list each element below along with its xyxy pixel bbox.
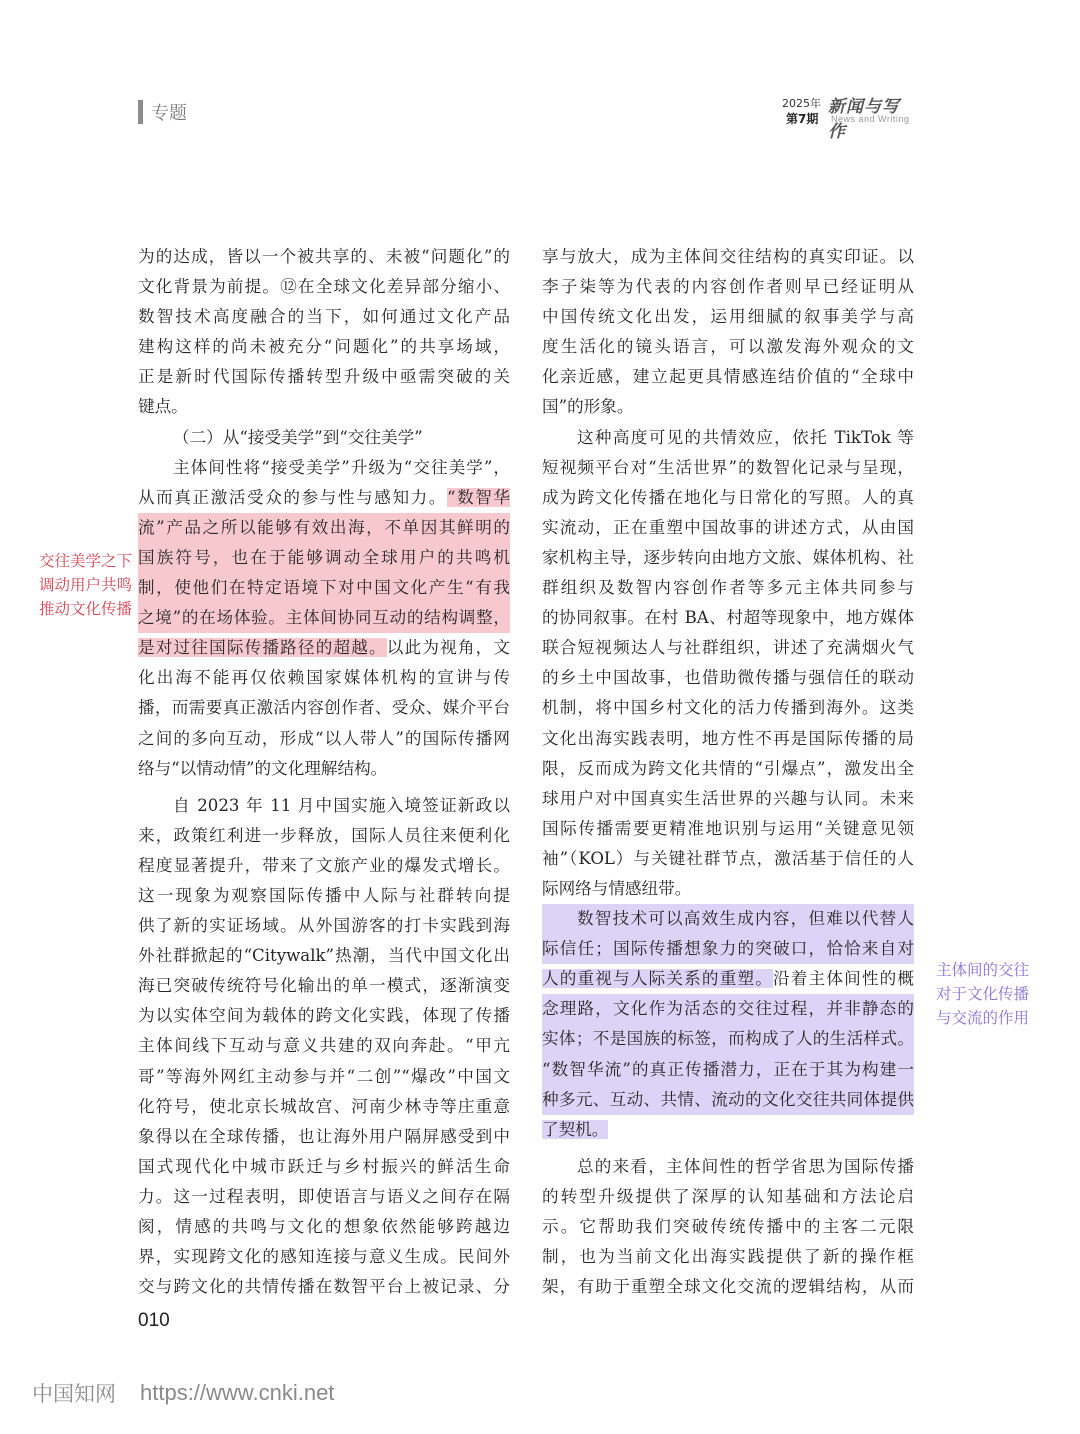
- highlight-purple: 人的重视与人际关系的重塑。: [542, 969, 774, 989]
- text-line: 这种高度可见的共情效应，依托 TikTok 等: [577, 427, 914, 447]
- text-line: 享与放大，成为主体间交往结构的真实印证。以: [542, 247, 914, 266]
- highlight-pink-line: 制，使他们在特定语境下对中国文化产生“有我: [138, 573, 510, 603]
- highlight-pink-line: 国族符号，也在于能够调动全球用户的共鸣机: [138, 543, 510, 573]
- text-line: 短视频平台对“生活世界”的数智化记录与呈现，: [542, 457, 914, 477]
- highlight-purple-line: 种多元、互动、共情、流动的文化交往共同体提供: [542, 1085, 914, 1115]
- text-line: [138, 483, 510, 513]
- text-line: 示。它帮助我们突破传统传播中的主客二元限: [542, 1217, 914, 1236]
- text-segment: 从而真正激活受众的参与性与感知力。: [138, 487, 447, 507]
- journal-title: 新闻与写作: [828, 97, 900, 142]
- text-line: 球用户对中国真实生活世界的兴趣与认同。未来: [542, 788, 914, 808]
- annotation-note-right: [936, 958, 1076, 1030]
- cnki-url: https://www.cnki.net: [140, 1380, 335, 1405]
- text-line: 实流动，正在重塑中国故事的讲述方式，从由国: [542, 517, 914, 537]
- text-line: 度生活化的镜头语言，可以激发海外观众的文: [542, 337, 914, 357]
- text-line: 阂，情感的共鸣与文化的想象依然能够跨越边: [138, 1217, 510, 1236]
- text-line: 象得以在全球传播，也让海外用户隔屏感受到中: [138, 1126, 510, 1146]
- issue-number: 第7期: [786, 112, 819, 126]
- issue-year: 2025年: [782, 97, 821, 110]
- text-line: 供了新的实证场域。从外国游客的打卡实践到海: [138, 916, 510, 936]
- text-line: 机制，将中国乡村文化的活力传播到海外。这类: [542, 698, 914, 718]
- text-line: 键点。: [138, 397, 188, 417]
- text-line: 架，有助于重塑全球文化交流的逻辑结构，从而: [542, 1277, 914, 1297]
- text-line: 李子柒等为代表的内容创作者则早已经证明从: [542, 277, 914, 297]
- text-line: 界，实现跨文化的感知连接与意义生成。民间外: [138, 1247, 510, 1267]
- note-line: 交往美学之下: [38, 552, 132, 570]
- highlight-pink: 是对过往国际传播路径的超越。: [138, 638, 387, 658]
- text-line: 播，而需要真正激活内容创作者、受众、媒介平台: [138, 698, 510, 718]
- text-line: 主体间线下互动与意义共建的双向奔赴。“甲亢: [138, 1036, 510, 1056]
- section-heading: （二）从“接受美学”到“交往美学”: [173, 427, 423, 447]
- text-line: 袖”（KOL）与关键社群节点，激活基于信任的人: [542, 848, 914, 868]
- text-line: 际网络与情感纽带。: [542, 878, 692, 898]
- text-line: 这一现象为观察国际传播中人际与社群转向提: [138, 885, 510, 905]
- note-line: 与交流的作用: [936, 1009, 1030, 1027]
- text-segment: 以此为视角，文: [386, 638, 510, 658]
- note-line: 对于文化传播: [936, 985, 1030, 1003]
- highlight-pink-line: 流”产品之所以能够有效出海，不单因其鲜明的: [138, 513, 510, 543]
- text-line: 程度显著提升，带来了文旅产业的爆发式增长。: [138, 855, 510, 875]
- text-segment: 沿着主体间性的概: [773, 969, 914, 989]
- text-line: 中国传统文化出发，运用细腻的叙事美学与高: [542, 307, 914, 327]
- text-line: 来，政策红利进一步释放，国际人员往来便利化: [138, 825, 510, 845]
- page-header-left: [138, 99, 187, 125]
- note-line: 调动用户共鸣: [38, 576, 132, 594]
- page-number: 010: [138, 1310, 170, 1331]
- text-line: [542, 1115, 914, 1145]
- text-line: 化符号，使北京长城故宫、河南少林寺等庄重意: [138, 1096, 510, 1116]
- text-line: 联合短视频达人与社群组织，讲述了充满烟火气: [542, 638, 914, 658]
- text-line: 为以实体空间为载体的跨文化实践，体现了传播: [138, 1006, 510, 1026]
- text-line: 交与跨文化的共情传播在数智平台上被记录、分: [138, 1277, 510, 1297]
- note-line: 主体间的交往: [936, 961, 1030, 979]
- text-line: [542, 964, 914, 994]
- highlight-purple-line: “数智华流”的真正传播潜力，正在于其为构建一: [542, 1055, 914, 1085]
- journal-subtitle: News and Writing: [831, 114, 910, 124]
- text-line: 外社群掀起的“Citywalk”热潮，当代中国文化出: [138, 946, 510, 966]
- text-line: 自 2023 年 11 月中国实施入境签证新政以: [173, 795, 510, 815]
- highlight-pink-line: 之境”的在场体验。主体间协同互动的结构调整，: [138, 603, 510, 633]
- text-line: 国”的形象。: [542, 397, 634, 417]
- text-line: 成为跨文化传播在地化与日常化的写照。人的真: [542, 487, 914, 507]
- text-line: 建构这样的尚未被充分“问题化”的共享场域，: [138, 337, 510, 357]
- text-line: 总的来看，主体间性的哲学省思为国际传播: [577, 1156, 914, 1176]
- left-column: [138, 242, 510, 1302]
- text-line: 群组织及数智内容创作者等多元主体共同参与: [542, 578, 914, 598]
- highlight-purple-line: 际信任；国际传播想象力的突破口，恰恰来自对: [542, 934, 914, 964]
- right-column: [542, 242, 914, 1302]
- section-title: 专题: [151, 103, 187, 124]
- text-line: 国式现代化中城市跃迁与乡村振兴的鲜活生命: [138, 1156, 510, 1176]
- text-line: 力。这一过程表明，即使语言与语义之间存在隔: [138, 1186, 510, 1206]
- text-line: 文化出海实践表明，地方性不再是国际传播的局: [542, 728, 914, 748]
- highlight-purple-line: 数智技术可以高效生成内容，但难以代替人: [542, 904, 914, 934]
- journal-masthead: [782, 95, 917, 142]
- highlight-pink: “数智华: [447, 487, 510, 507]
- text-line: 的转型升级提供了深厚的认知基础和方法论启: [542, 1186, 914, 1206]
- text-line: 化出海不能再仅依赖国家媒体机构的宣讲与传: [138, 668, 510, 688]
- text-line: 海已突破传统符号化输出的单一模式，逐渐演变: [138, 976, 510, 996]
- highlight-purple: 了契机。: [542, 1119, 609, 1139]
- text-line: 的乡土中国故事，也借助微传播与强信任的联动: [542, 668, 914, 688]
- note-line: 推动文化传播: [38, 600, 132, 618]
- text-line: [138, 633, 510, 663]
- annotation-note-left: [14, 549, 132, 621]
- section-bar: [138, 100, 143, 124]
- text-line: 络与“以情动情”的文化理解结构。: [138, 758, 388, 778]
- highlight-purple-line: 念理路，文化作为活态的交往过程，并非静态的: [542, 994, 914, 1024]
- text-line: 正是新时代国际传播转型升级中亟需突破的关: [138, 367, 510, 387]
- text-line: 为的达成，皆以一个被共享的、未被“问题化”的: [138, 247, 510, 266]
- text-line: 之间的多向互动，形成“以人带人”的国际传播网: [138, 728, 510, 748]
- text-line: 化亲近感，建立起更具情感连结价值的“全球中: [542, 367, 914, 387]
- highlight-purple-line: 实体；不是国族的标签，而构成了人的生活样式。: [542, 1024, 914, 1054]
- text-line: 限，反而成为跨文化共情的“引爆点”，激发出全: [542, 758, 914, 778]
- source-watermark: [32, 1378, 334, 1408]
- text-line: 哥”等海外网红主动参与并“二创”“爆改”中国文: [138, 1066, 510, 1086]
- text-line: 文化背景为前提。⑫在全球文化差异部分缩小、: [138, 277, 510, 297]
- text-line: 制，也为当前文化出海实践提供了新的操作框: [542, 1247, 914, 1267]
- text-line: 的协同叙事。在村 BA、村超等现象中，地方媒体: [542, 608, 914, 628]
- text-line: 主体间性将“接受美学”升级为“交往美学”，: [173, 457, 510, 477]
- text-line: 家机构主导，逐步转向由地方文旅、媒体机构、社: [542, 547, 914, 567]
- text-line: 国际传播需要更精准地识别与运用“关键意见领: [542, 818, 914, 838]
- text-line: 数智技术高度融合的当下，如何通过文化产品: [138, 307, 510, 327]
- cnki-logo-text: 中国知网: [32, 1382, 116, 1406]
